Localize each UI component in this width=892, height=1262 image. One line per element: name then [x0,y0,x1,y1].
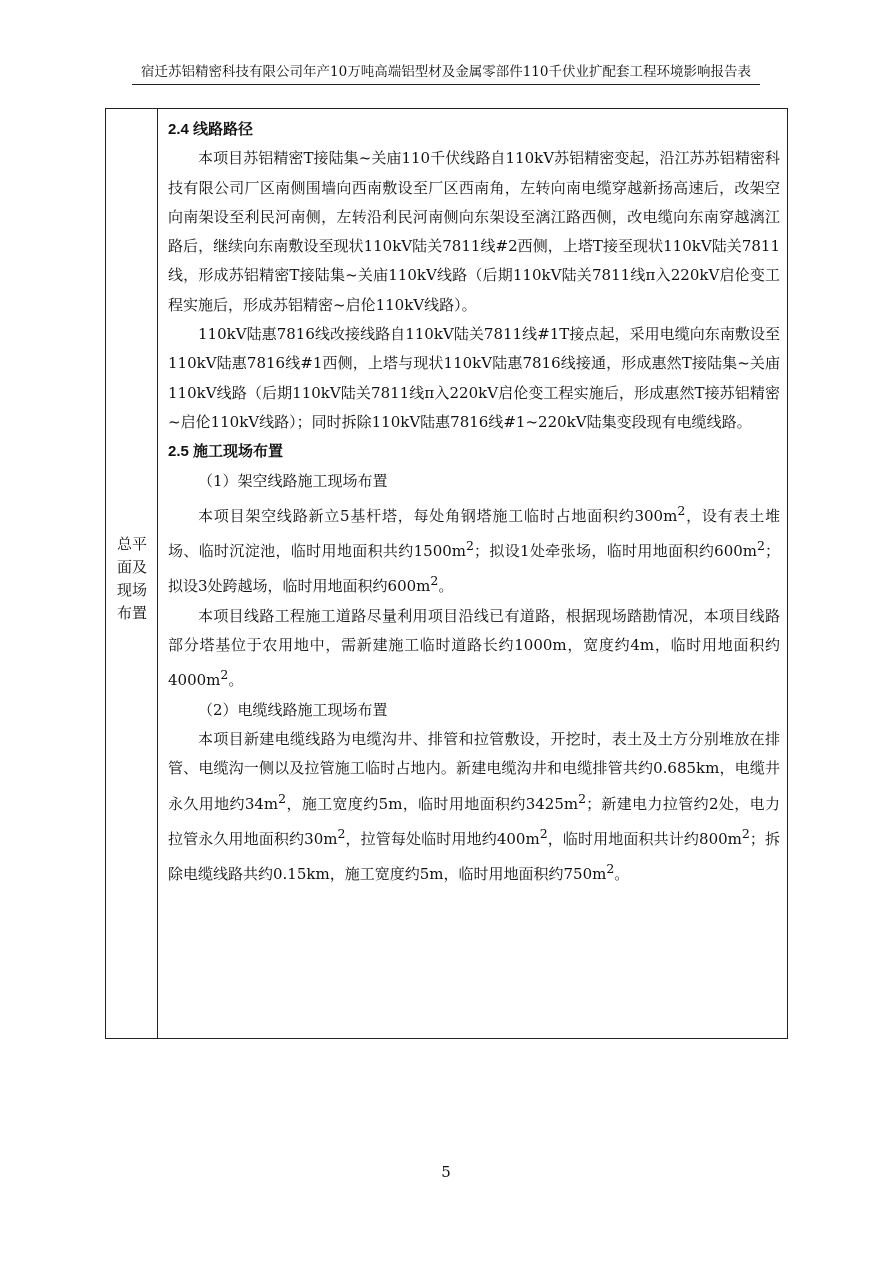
text-run: 。 [614,865,630,884]
text-run: ，拉管每处临时用地约400m [345,829,540,848]
subheading-overhead-line: （1）架空线路施工现场布置 [198,471,388,490]
superscript: 2 [466,538,474,554]
superscript: 2 [741,825,750,841]
text-run: ；拟设3处跨越场，临时用地面积约600m [168,542,781,596]
text-run: ，施工宽度约5m，临时用地面积约3425m [286,794,579,813]
content-cell [168,115,780,889]
row-label-line: 面及 [116,558,147,576]
row-label [106,533,158,625]
row-label-column [106,109,158,1038]
text-run: ，设有表土堆场、临时沉淀池，临时用地面积共约1500m [168,506,780,561]
text-run: ，临时用地面积共计约800m [547,829,742,848]
paragraph: 本项目苏铝精密T接陆集~关庙110千伏线路自110kV苏铝精密变起，沿江苏苏铝精密科技有限公司厂区南侧围墙向西南敷设至厂区西南角，左转向南电缆穿越新扬高速后，改架空向南架设至利民河南侧，左转沿利民河南侧向东架设至漓江路西侧，改电缆向东南穿越漓江路后，继续向东南敷设至现状110kV陆关7811线#2西侧，上塔T接至现状110kV陆关7811线，形成苏铝精密T接陆集~关庙110kV线路（后期110kV陆关7811线π入220kV启伦变工程实施后，形成苏铝精密~启伦110kV线路）。 [168,149,780,314]
paragraph: 110kV陆惠7816线改接线路自110kV陆关7811线#1T接点起，采用电缆向东南敷设至110kV陆惠7816线#1西侧，上塔与现状110kV陆惠7816线接通，形成惠然T接陆集~关庙110kV线路（后期110kV陆关7811线π入220kV启伦变工程实施后，形成惠然T接苏铝精密~启伦110kV线路）；同时拆除110kV陆惠7816线#1~220kV陆集变段现有电缆线路。 [168,325,780,431]
superscript: 2 [578,790,587,806]
paragraph [168,496,780,602]
text-run: 本项目架空线路新立5基杆塔，每处角钢塔施工临时占地面积约300m [198,506,678,525]
text-run: 。 [228,671,244,690]
text-run: 本项目线路工程施工道路尽量利用项目沿线已有道路，根据现场踏勘情况，本项目线路部分塔基位于农用地中，需新建施工临时道路长约1000m，宽度约4m，临时用地面积约4000m [168,606,780,690]
text-run: 本项目新建电缆线路为电缆沟井、排管和拉管敷设，开挖时，表土及土方分别堆放在排管、电缆沟一侧以及拉管施工临时占地内。新建电缆沟井和电缆排管共约0.685km，电缆井永久用地约34m [168,729,780,813]
superscript: 2 [337,825,346,841]
row-label-line: 布置 [116,604,147,622]
section-heading-2-4: 2.4 线路路径 [168,121,254,138]
superscript: 2 [220,667,229,683]
superscript: 2 [757,538,765,554]
paragraph [168,602,780,696]
paragraph [168,725,780,889]
page-header-title: 宿迁苏铝精密科技有限公司年产10万吨高端铝型材及金属零部件110千伏业扩配套工程环境影响报告表 [132,63,760,85]
section-heading-2-5: 2.5 施工现场布置 [168,443,284,461]
superscript: 2 [677,502,686,518]
superscript: 2 [606,861,615,877]
content-table [105,108,788,1039]
superscript: 2 [539,825,548,841]
superscript: 2 [278,790,287,806]
text-run: ；拆除电缆线路共约0.15km，施工宽度约5m，临时用地面积约750m [168,829,780,884]
text-run: ；拟设1处牵张场，临时用地面积约600m [474,542,758,561]
superscript: 2 [430,573,439,589]
page-number: 5 [441,1163,451,1181]
text-run: ；新建电力拉管约2处，电力拉管永久用地面积约30m [168,794,780,848]
row-label-line: 总平 [116,535,147,553]
subheading-cable-line: （2）电缆线路施工现场布置 [198,700,388,719]
row-label-line: 现场 [116,581,147,599]
text-run: 。 [438,577,454,596]
